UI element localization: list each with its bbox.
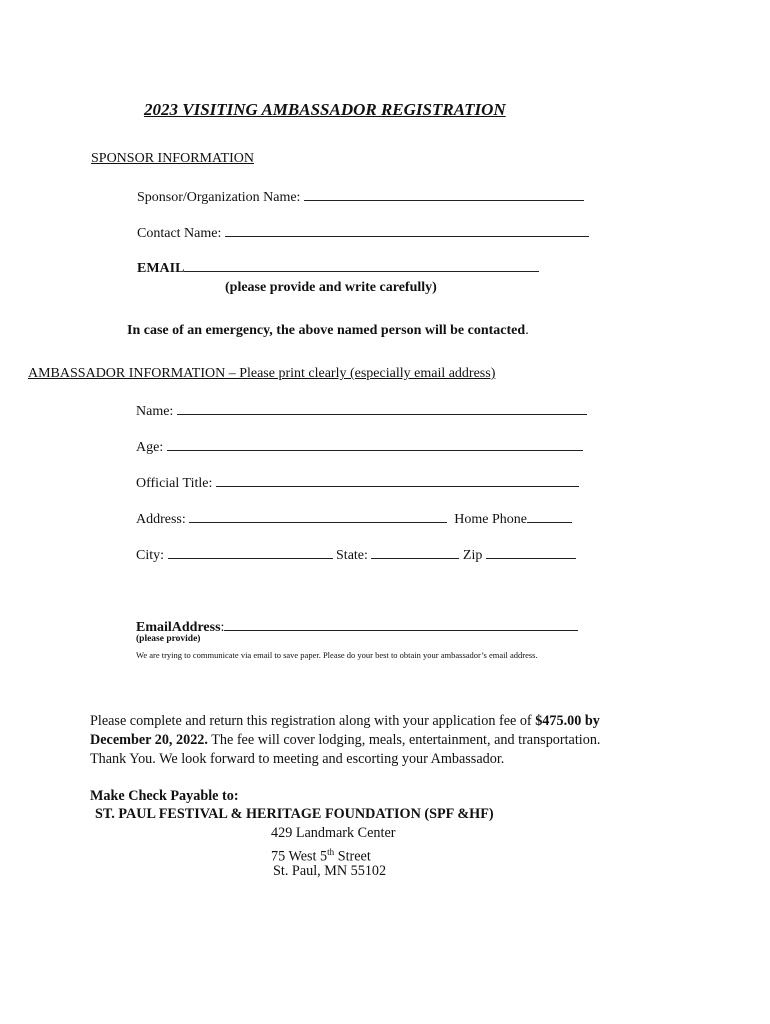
sponsor-org-row (137, 188, 584, 206)
instructions-line-3: Thank You. We look forward to meeting and escorting your Ambassador. (90, 751, 505, 767)
sponsor-email-row (137, 259, 539, 277)
payable-address-line-3: St. Paul, MN 55102 (273, 863, 387, 879)
contact-name-label: Contact Name: (137, 226, 222, 241)
sponsor-email-note: (please provide and write carefully) (225, 280, 437, 295)
zip-label: Zip (462, 548, 483, 563)
zip-field[interactable] (486, 546, 576, 559)
ambassador-email-row (136, 618, 578, 636)
city-label: City: (136, 548, 165, 563)
city-state-zip-row (136, 546, 576, 564)
address-street-word: Street (334, 848, 371, 865)
sponsor-email-field[interactable] (184, 259, 539, 272)
contact-name-field[interactable] (225, 224, 589, 237)
ambassador-email-field[interactable] (224, 618, 578, 631)
address-label: Address: (136, 512, 186, 527)
sponsor-org-label: Sponsor/Organization Name: (137, 190, 301, 205)
payable-organization: ST. PAUL FESTIVAL & HERITAGE FOUNDATION (SPF &HF) (95, 806, 494, 822)
form-title: 2023 VISITING AMBASSADOR REGISTRATION (144, 100, 506, 119)
address-row (136, 510, 572, 528)
sponsor-email-label: EMAIL (137, 261, 185, 276)
sponsor-org-field[interactable] (304, 188, 584, 201)
official-title-field[interactable] (216, 474, 579, 487)
state-label: State: (336, 548, 368, 563)
state-field[interactable] (371, 546, 459, 559)
payable-heading: Make Check Payable to: (90, 788, 239, 804)
payable-address-line-1: 429 Landmark Center (271, 825, 396, 841)
address-field[interactable] (189, 510, 447, 523)
address-street-number: 75 West 5 (271, 848, 328, 865)
ambassador-name-row (136, 402, 587, 420)
ambassador-age-label: Age: (136, 440, 164, 455)
emergency-text: In case of an emergency, the above named person will be contacted (127, 323, 526, 338)
ambassador-name-field[interactable] (177, 402, 587, 415)
home-phone-label: Home Phone (454, 512, 527, 527)
ambassador-email-note: (please provide) (136, 634, 201, 644)
ambassador-name-label: Name: (136, 404, 174, 419)
email-disclaimer: We are trying to communicate via email to save paper. Please do your best to obtain your ambassador’s email address. (136, 650, 538, 660)
ambassador-age-field[interactable] (167, 438, 583, 451)
official-title-row (136, 474, 579, 492)
fee-amount: $475.00 by (535, 713, 600, 729)
home-phone-field[interactable] (527, 510, 572, 523)
contact-name-row (137, 224, 589, 242)
deadline-date: December 20, 2022. (90, 732, 208, 748)
ambassador-age-row (136, 438, 583, 456)
ambassador-email-colon: : (220, 620, 225, 635)
city-field[interactable] (168, 546, 333, 559)
ambassador-email-label: EmailAddress (136, 620, 221, 635)
address-ordinal-suffix: th (327, 847, 335, 857)
emergency-period: . (525, 323, 529, 338)
sponsor-section-heading: SPONSOR INFORMATION (91, 151, 254, 166)
ambassador-section-heading: AMBASSADOR INFORMATION – Please print clearly (especially email address) (28, 366, 496, 381)
emergency-note (127, 323, 529, 339)
instructions-text-1: Please complete and return this registration along with your application fee of (90, 713, 536, 729)
official-title-label: Official Title: (136, 476, 213, 491)
instructions-paragraph (90, 712, 600, 769)
instructions-text-2: The fee will cover lodging, meals, entertainment, and transportation. (207, 732, 601, 748)
instructions-line-2 (90, 731, 600, 750)
instructions-line-1 (90, 712, 600, 731)
